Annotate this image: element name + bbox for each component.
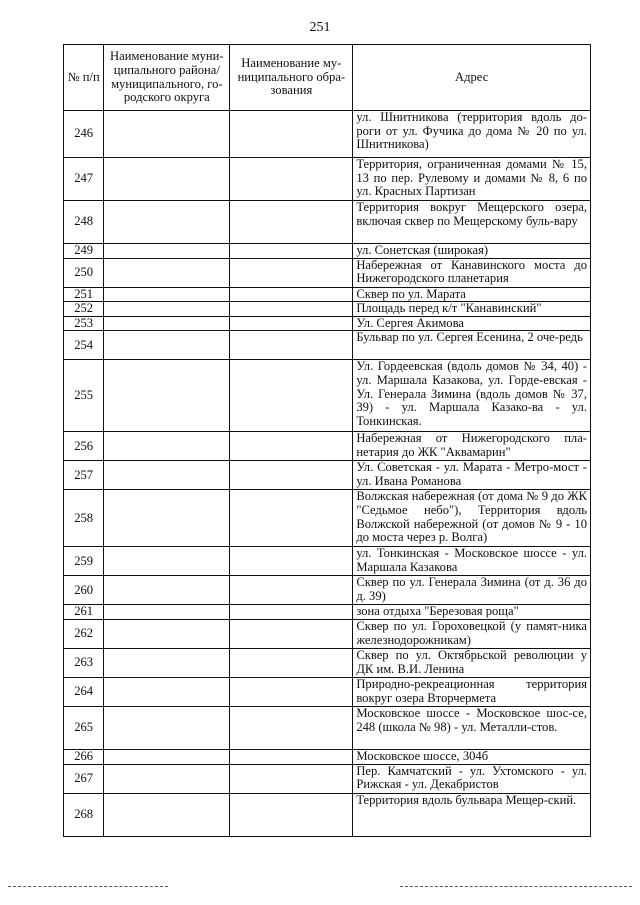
address-cell: ул. Тонкинская - Московское шоссе - ул. Маршала Казакова [353,547,591,576]
row-number: 265 [64,706,104,749]
address-cell: Ул. Гордеевская (вдоль домов № 34, 40) - ул. Маршала Казакова, ул. Горде-евская - Ул. Генерала Зимина (вдоль домов № 37, 39) - ул. Маршала Казако-ва - ул. Тонкинская. [353,360,591,432]
district-cell [104,302,230,317]
header-address: Адрес [353,45,591,111]
district-cell [104,360,230,432]
table-row [64,360,591,432]
municipality-cell [230,461,353,490]
district-cell [104,287,230,302]
table-row [64,302,591,317]
row-number: 252 [64,302,104,317]
table-row [64,158,591,201]
header-district: Наименование муни-ципального района/ муниципального, го-родского округа [104,45,230,111]
municipality-cell [230,432,353,461]
row-number: 263 [64,648,104,677]
row-number: 250 [64,258,104,287]
municipality-cell [230,764,353,793]
table-header-row [64,45,591,111]
row-number: 260 [64,576,104,605]
municipality-cell [230,316,353,331]
table-row [64,287,591,302]
address-cell: Пер. Камчатский - ул. Ухтомского - ул. Рижская - ул. Декабристов [353,764,591,793]
municipality-cell [230,605,353,620]
municipality-cell [230,302,353,317]
row-number: 249 [64,244,104,259]
municipality-cell [230,244,353,259]
row-number: 267 [64,764,104,793]
table-row [64,461,591,490]
address-cell: Природно-рекреационная территория вокруг озера Вторчермета [353,677,591,706]
row-number: 256 [64,432,104,461]
header-number: № п/п [64,45,104,111]
municipality-cell [230,360,353,432]
table-row [64,547,591,576]
row-number: 255 [64,360,104,432]
district-cell [104,677,230,706]
footer-rule-right [400,886,632,887]
address-cell: Территория вокруг Мещерского озера, включая сквер по Мещерскому буль-вару [353,201,591,244]
district-cell [104,793,230,836]
header-municipality: Наименование му-ниципального обра-зования [230,45,353,111]
address-cell: Сквер по ул. Октябрьской революции у ДК им. В.И. Ленина [353,648,591,677]
row-number: 248 [64,201,104,244]
municipality-cell [230,287,353,302]
district-cell [104,764,230,793]
district-cell [104,749,230,764]
address-cell: Бульвар по ул. Сергея Есенина, 2 оче-редь [353,331,591,360]
address-cell: Площадь перед к/т "Канавинский" [353,302,591,317]
municipality-cell [230,158,353,201]
row-number: 262 [64,619,104,648]
district-cell [104,648,230,677]
footer-rule-left [8,886,168,887]
address-table [63,44,591,837]
municipality-cell [230,201,353,244]
table-row [64,605,591,620]
address-cell: Московское шоссе, 304б [353,749,591,764]
municipality-cell [230,258,353,287]
municipality-cell [230,619,353,648]
municipality-cell [230,749,353,764]
table-row [64,706,591,749]
district-cell [104,461,230,490]
row-number: 251 [64,287,104,302]
district-cell [104,432,230,461]
address-cell: Сквер по ул. Марата [353,287,591,302]
table-row [64,331,591,360]
address-cell: Набережная от Канавинского моста до Нижегородского планетария [353,258,591,287]
address-cell: ул. Сонетская (широкая) [353,244,591,259]
table-row [64,490,591,547]
district-cell [104,258,230,287]
district-cell [104,316,230,331]
table-row [64,316,591,331]
district-cell [104,244,230,259]
municipality-cell [230,648,353,677]
district-cell [104,331,230,360]
table-row [64,648,591,677]
municipality-cell [230,677,353,706]
row-number: 268 [64,793,104,836]
municipality-cell [230,547,353,576]
address-cell: Территория вдоль бульвара Мещер-ский. [353,793,591,836]
table-row [64,764,591,793]
municipality-cell [230,793,353,836]
table-row [64,258,591,287]
address-cell: ул. Шнитникова (территория вдоль до-роги от ул. Фучика до дома № 20 по ул. Шнитникова) [353,111,591,158]
table-row [64,677,591,706]
table-row [64,749,591,764]
address-cell: Сквер по ул. Гороховецкой (у памят-ника железнодорожникам) [353,619,591,648]
district-cell [104,201,230,244]
district-cell [104,547,230,576]
address-cell: Ул. Сергея Акимова [353,316,591,331]
district-cell [104,576,230,605]
row-number: 264 [64,677,104,706]
address-cell: Набережная от Нижегородского пла-нетария до ЖК "Аквамарин" [353,432,591,461]
address-cell: зона отдыха "Березовая роща" [353,605,591,620]
address-cell: Московское шоссе - Московское шос-се, 248 (школа № 98) - ул. Металли-стов. [353,706,591,749]
table-row [64,244,591,259]
table-row [64,793,591,836]
district-cell [104,158,230,201]
table-row [64,111,591,158]
table-row [64,432,591,461]
address-cell: Сквер по ул. Генерала Зимина (от д. 36 до д. 39) [353,576,591,605]
row-number: 254 [64,331,104,360]
district-cell [104,619,230,648]
district-cell [104,490,230,547]
page-number: 251 [309,20,331,35]
table-row [64,619,591,648]
row-number: 259 [64,547,104,576]
address-cell: Ул. Советская - ул. Марата - Метро-мост - ул. Ивана Романова [353,461,591,490]
municipality-cell [230,706,353,749]
address-cell: Волжская набережная (от дома № 9 до ЖК "Седьмое небо"), Территория вдоль Волжской набережной (от домов № 9 - 10 до моста через р. Волга) [353,490,591,547]
row-number: 247 [64,158,104,201]
row-number: 258 [64,490,104,547]
district-cell [104,111,230,158]
municipality-cell [230,490,353,547]
row-number: 253 [64,316,104,331]
address-cell: Территория, ограниченная домами № 15, 13 по пер. Рулевому и домами № 8, 6 по ул. Красных Партизан [353,158,591,201]
district-cell [104,605,230,620]
district-cell [104,706,230,749]
table-row [64,201,591,244]
row-number: 261 [64,605,104,620]
row-number: 266 [64,749,104,764]
municipality-cell [230,331,353,360]
row-number: 257 [64,461,104,490]
municipality-cell [230,576,353,605]
municipality-cell [230,111,353,158]
table-row [64,576,591,605]
row-number: 246 [64,111,104,158]
